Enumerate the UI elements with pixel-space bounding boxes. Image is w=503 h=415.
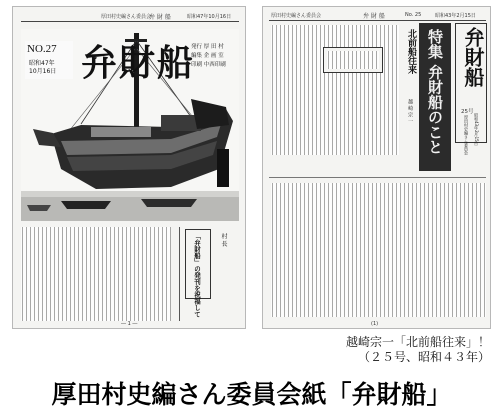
- article-column-lower: [271, 183, 486, 317]
- series-title: 北前船往来: [406, 29, 416, 74]
- publisher-line-3: 印刷 中西印刷: [191, 62, 226, 68]
- newsletter-page-25: [262, 6, 491, 329]
- publisher-block: [191, 43, 226, 70]
- issue-date: 10月16日: [29, 68, 57, 75]
- right-issue-date: 昭和43年2月15日: [474, 113, 479, 146]
- ship-photo: [21, 29, 239, 221]
- article-column-upper: [271, 25, 399, 155]
- publisher-line-1: 発行 厚 田 村: [191, 44, 224, 50]
- right-issue-number: 25号: [461, 109, 474, 115]
- inset-box-text: [327, 51, 379, 69]
- article-body-text: [21, 227, 171, 321]
- masthead-title: 弁財船: [81, 42, 196, 84]
- bottom-title: 厚田村史編さん委員会紙「弁財船」: [51, 380, 452, 409]
- issue-number: NO.27: [27, 43, 57, 55]
- left-header-title: 弁 財 船: [149, 14, 171, 21]
- quote-caption: [300, 335, 490, 365]
- right-page-number: (1): [371, 321, 379, 327]
- right-masthead-title: 弁財船: [461, 27, 485, 87]
- newsletter-page-27: [12, 6, 246, 329]
- series-author: 越 崎 宗 一: [407, 99, 413, 124]
- right-header-date: 昭和43年2月15日: [435, 13, 476, 19]
- right-publisher: 厚田村史編さん委員会: [464, 115, 469, 155]
- column-divider: [179, 227, 180, 321]
- left-header-date: 昭和47年10月16日: [187, 14, 232, 20]
- section-rule: [269, 177, 486, 178]
- right-header-title: 弁 財 船: [363, 13, 385, 20]
- issue-year: 昭和47年: [29, 60, 55, 67]
- article-title: 「弁財船」の発刊を祝福して: [193, 233, 201, 318]
- left-header-rule: [21, 21, 239, 22]
- left-header-org: 厚田村史編さん委員会: [101, 14, 152, 20]
- caption-line-1: 越崎宗一「北前船往来」！: [345, 335, 490, 349]
- right-header-rule: [269, 20, 486, 21]
- right-header-number: No. 25: [405, 12, 422, 18]
- article-author: 村 長: [220, 233, 227, 247]
- publisher-line-2: 編集 企 画 室: [191, 53, 224, 59]
- feature-title: 特集 弁財船のこと: [426, 29, 444, 155]
- right-header-org: 厚田村史編さん委員会: [271, 13, 322, 19]
- caption-line-2: （２５号、昭和４３年）: [357, 350, 490, 364]
- left-page-number: ― 1 ―: [121, 321, 138, 327]
